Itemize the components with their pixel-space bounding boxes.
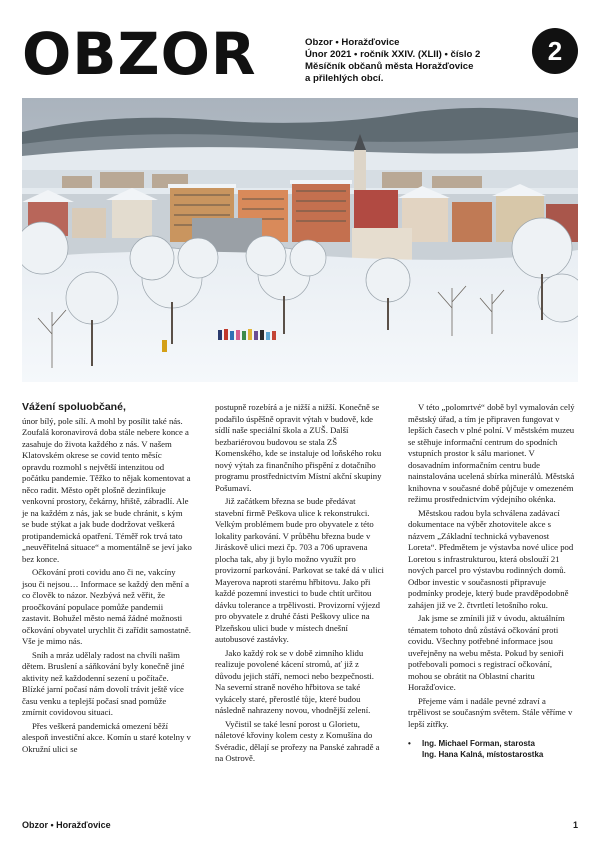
issue-info-line: Únor 2021 • ročník XXIV. (XLII) • číslo 2	[305, 49, 481, 60]
winter-town-photo	[22, 98, 578, 382]
logo: OBZOR	[22, 20, 257, 88]
issue-number-badge: 2	[532, 28, 578, 74]
signature-line: Ing. Hana Kalná, místostarostka	[422, 750, 544, 759]
article-paragraph: Přejeme vám i nadále pevné zdraví a trpělivost se současným světem. Stále věříme v lepší zítřky.	[408, 695, 573, 729]
article-paragraph: postupně rozebírá a je nižší a nižší. Konečně se podařilo úspěšně opravit výtah v budově, kde sídlí naše speciální škola a ZUŠ. Další bezbariérovou budovou se stala ZŠ Komenského, kde se instaluje od loňského roku nový výtah za finančního přispění z dotačního programu prostřednictvím Místní akční skupiny Pošumaví.	[215, 402, 382, 493]
page-number: 1	[572, 820, 578, 830]
issue-info	[305, 37, 525, 85]
issue-info-line: a přilehlých obcí.	[305, 73, 384, 84]
article-paragraph: Městskou radou byla schválena zadávací dokumentace na výběr zhotovitele akce s názvem „Základní technická vybavenost Loreta“. Předmětem je výstavba nové ulice pod Loretou s infrastrukturou, která obslouží 21 nových parcel pro výstavbu rodinných domů. Odbor investic v současnosti připravuje podmínky prodeje, který bude pravděpodobně zahájen již ve 2. čtvrtletí letošního roku.	[408, 507, 574, 610]
signature	[408, 738, 578, 760]
article-paragraph: V této „polomrtvé“ době byl vymalován celý městský úřad, a tím je připraven fungovat v lepších časech v plné polní. V městském muzeu se stěhuje informační centrum do spodních vstupních prostor k sálu marionet. V dosavadním informačním centru bude nainstalována ucelená sbírka minerálů. Městská knihovna v současné době půjčuje v omezeném režimu prostřednictvím výdejního okénka.	[408, 402, 575, 504]
page-footer	[22, 820, 578, 834]
article-column	[408, 402, 578, 760]
greeting: Vážení spoluobčané,	[22, 401, 126, 413]
article-paragraph: Jako každý rok se v době zimního klidu realizuje povolené kácení stromů, ať již z důvodu jejich stáří, nemoci nebo bezpečnosti. Na severní straně nového hřbitova se také vykácely staré, přerostlé tůje, které budou následně nahrazeny novou, vhodnější zelení.	[215, 647, 374, 715]
footer-publication: Obzor • Horažďovice	[22, 820, 111, 830]
bullet-spacer	[408, 749, 422, 760]
issue-info-line: Měsíčník občanů města Horažďovice	[305, 61, 474, 72]
article-column	[215, 402, 385, 767]
editorial-article	[22, 402, 578, 810]
article-paragraph: Vyčistil se také lesní porost u Glorietu, náletové křoviny kolem cesty z Komušína do Svéradic, dělají se prořezy na Panské zahradě a na Ostrově.	[215, 718, 380, 763]
issue-info-line: Obzor • Horažďovice	[305, 37, 400, 48]
article-paragraph: Sníh a mráz udělaly radost na chvíli našim dětem. Bruslení a sáňkování byly konečně jiné aktivity než každodenní sezení u počítače. Blízké jarní počasí nám dovolí trávit ještě více času venku a teplejší počasí snad pomůže zmírnit covidovou situaci.	[22, 649, 185, 717]
article-paragraph: únor bílý, pole sílí. A mohl by posílit také nás. Zoufalá koronavirová doba stále nebere konce a zasahuje do života každého z nás. V našem Klatovském okrese se covid tento měsíc opravdu rozmohl s největší intenzitou od počátku pandemie. Těžko to nějak komentovat a něco radit. Město opět plošně dezinfikuje venkovní prostory, čekárny, hřiště, zábradlí. Ale je na každém z nás, jak se bude chránit, s kým se bude stýkat a jak bude dodržovat veškerá protipandemická opatření. Téměř rok trvá tato „neuvěřitelná situace“ a momentálně se jeví jako bez konce.	[22, 415, 192, 564]
article-paragraph: Již začátkem března se bude předávat stavební firmě Peškova ulice k rekonstrukci. Velkým problémem bude pro obyvatele z této lokality parkování. V průběhu března bude v Jiráskově ulici mezi čp. 703 a 706 upravena plocha tak, aby ji bylo možno využít pro provizorní parkování. Parkovat se také dá v ulici Mayerova naproti starému hřbitovu. Jako při každé pozemní investici to bude chtít určitou dávku tolerance a trpělivosti. Provizorní výjezd pro obyvatele z druhé části Peškovy ulice na Plzeňskou ulici bude v místech dnešní autobusové zastávky.	[215, 496, 384, 644]
article-paragraph: Očkování proti covidu ano či ne, vakcíny jsou či nejsou… Informace se každý den mění a co člověk to názor. Nezbývá než věřit, že proočkování populace pomůže pandemii zastavit. Bohužel město nemá žádné možnosti očkování obyvatel urychlit či zařídit samostatně. Vše je mimo nás.	[22, 567, 191, 646]
signature-line: Ing. Michael Forman, starosta	[422, 739, 535, 748]
bullet-icon: •	[408, 739, 411, 748]
masthead	[22, 20, 578, 88]
article-paragraph: Jak jsme se zmínili již v úvodu, aktuálním tématem tohoto dnů zůstává očkování proti covidu. Všechny potřebné informace jsou uveřejněny na webu města. Pokud by senioři potřebovali pomoci s registrací očkování, mohou se obrátit na Oblastní charitu Horažďovice.	[408, 613, 565, 692]
article-column	[22, 402, 192, 757]
article-paragraph: Přes veškerá pandemická omezení běží alespoň investiční akce. Komín u staré kotelny v Okružní ulici se	[22, 720, 191, 754]
